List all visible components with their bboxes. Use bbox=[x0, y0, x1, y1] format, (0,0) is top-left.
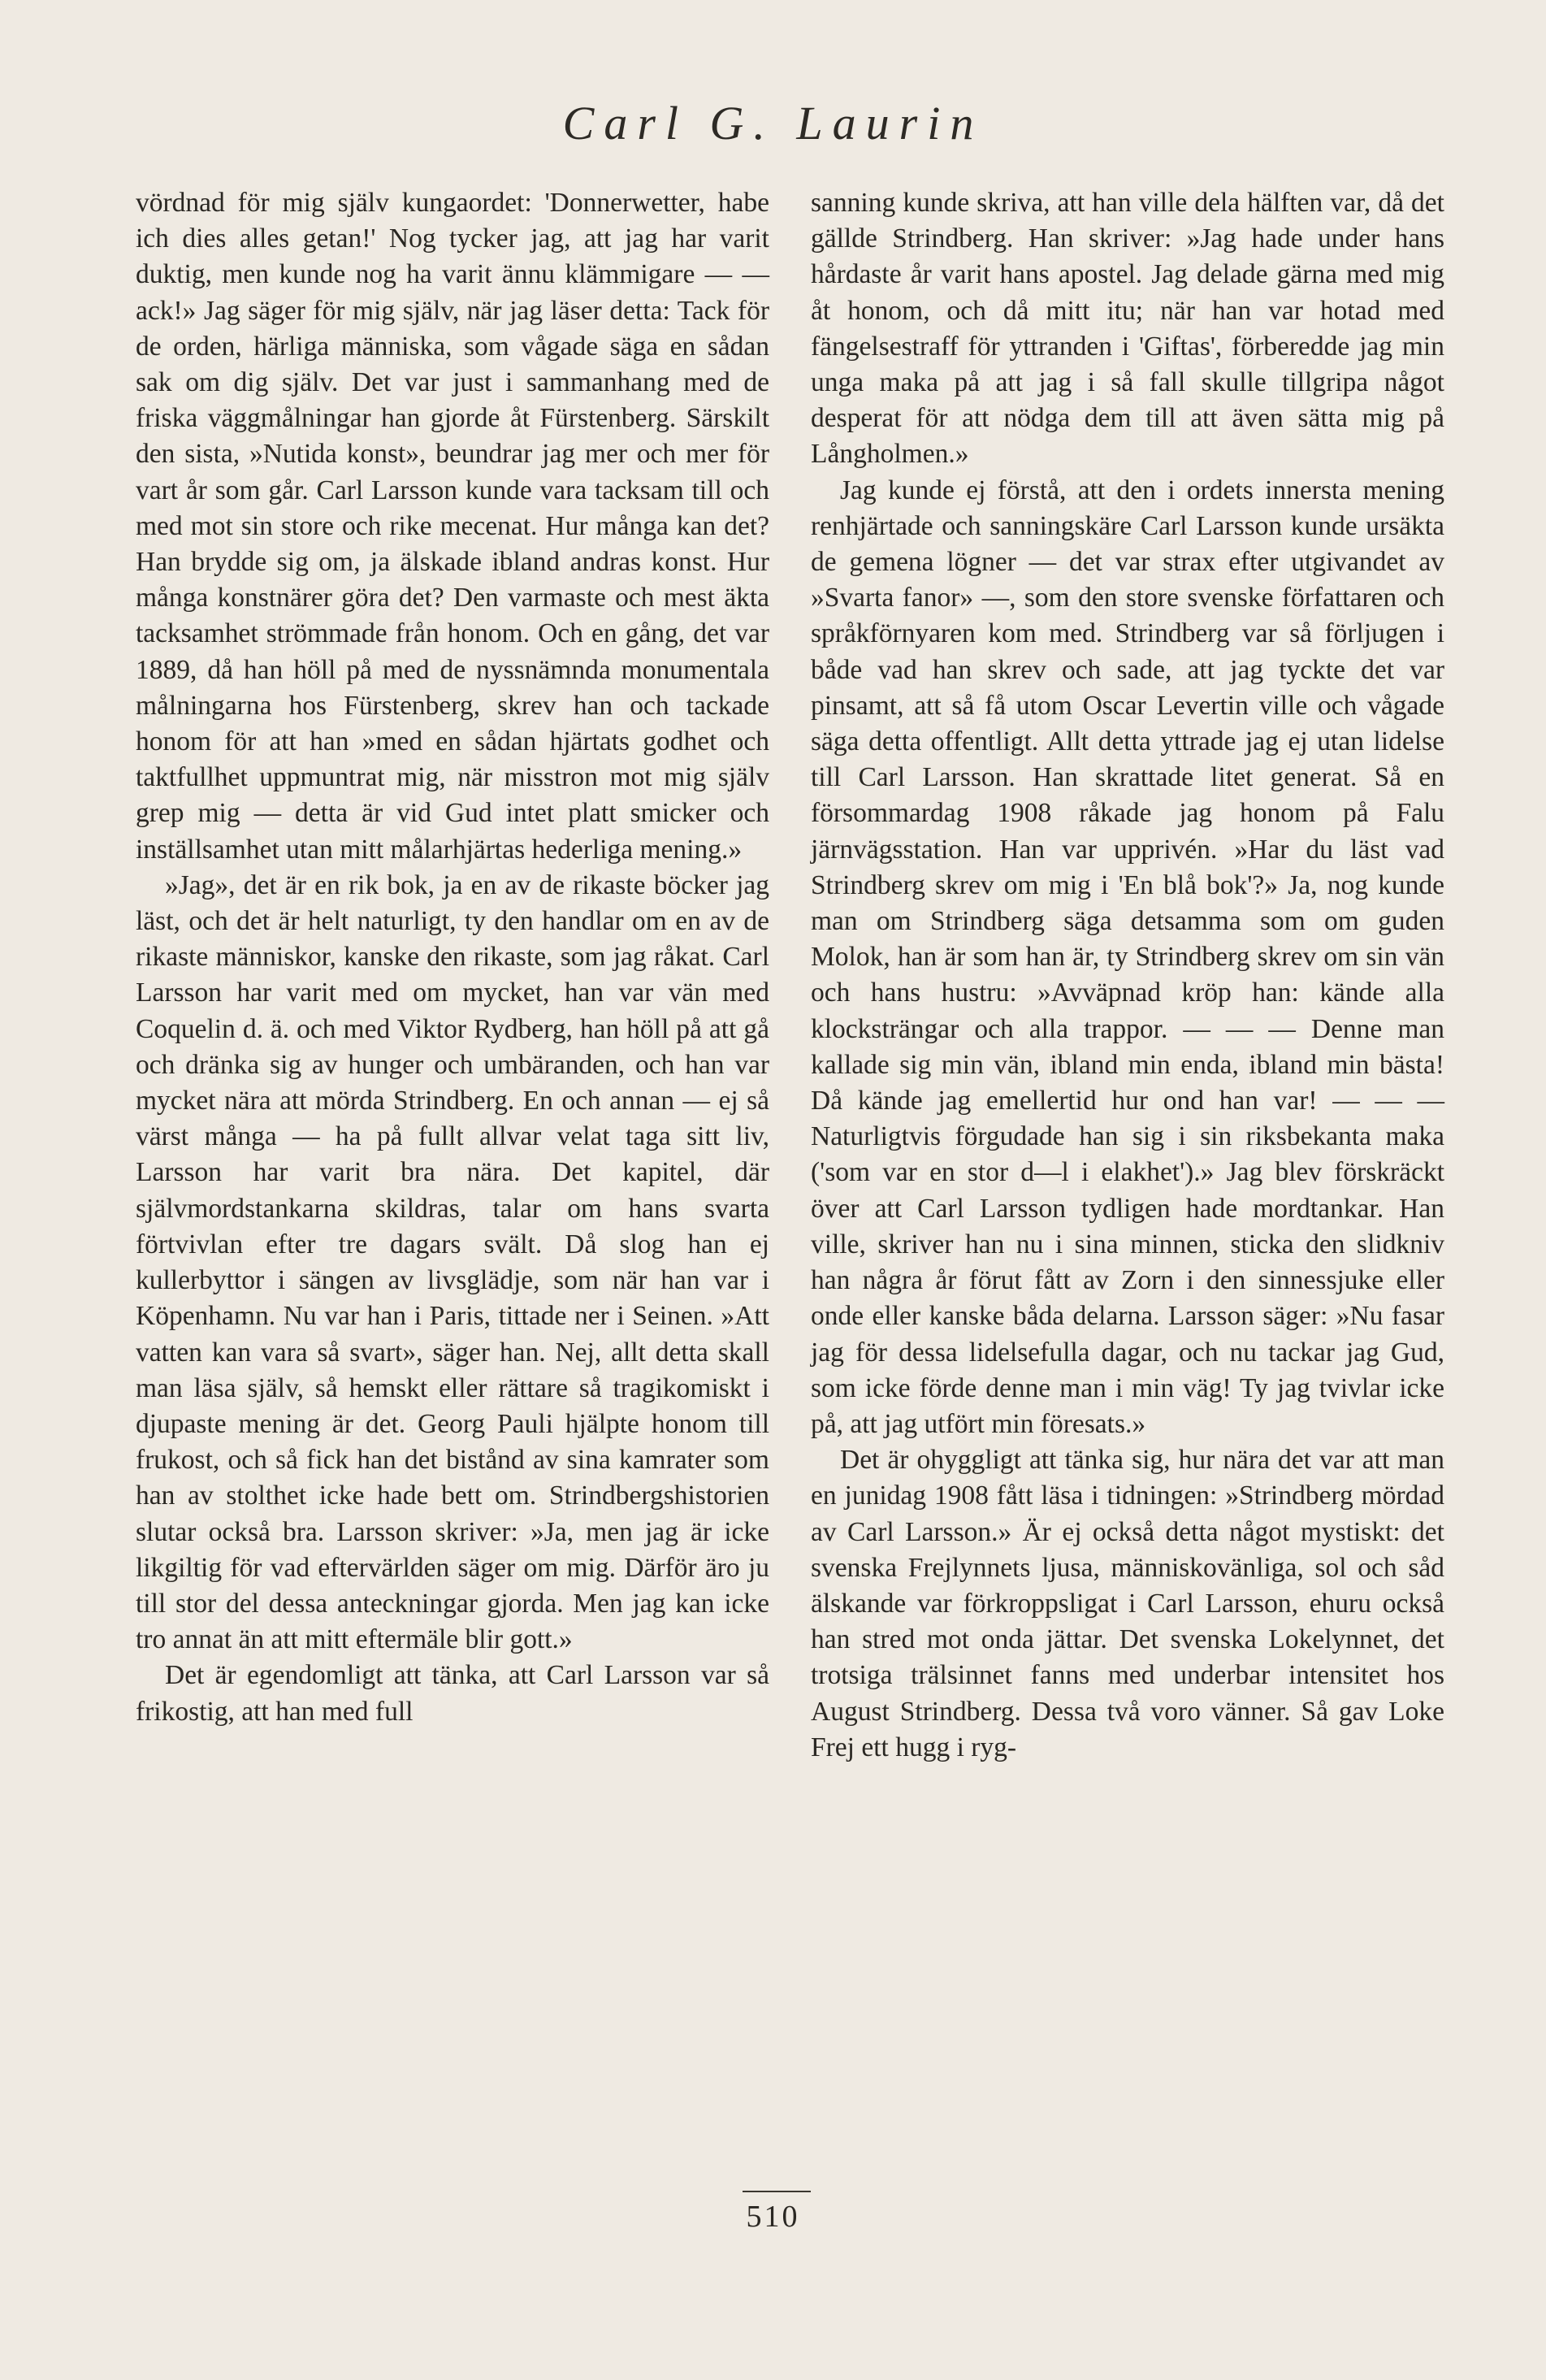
paragraph: vördnad för mig själv kungaordet: 'Donnerwetter, habe ich dies alles getan!' Nog tycker jag, att jag har varit duktig, men kunde nog ha varit ännu klämmigare — — ack!» Jag säger för mig själv, när jag läser detta: Tack för de orden, härliga människa, som vågade säga en sådan sak om dig själv. Det var just i sammanhang med de friska väggmålningar han gjorde åt Fürstenberg. Särskilt den sista, »Nutida konst», beundrar jag mer och mer för vart år som går. Carl Larsson kunde vara tacksam till och med mot sin store och rike mecenat. Hur många kan det? Han brydde sig om, ja älskade ibland andras konst. Hur många konstnärer göra det? Den varmaste och mest äkta tacksamhet strömmade från honom. Och en gång, det var 1889, då han höll på med de nyssnämnda monumentala målningarna hos Fürstenberg, skrev han och tackade honom för att han »med en sådan hjärtats godhet och taktfullhet uppmuntrat mig, när misstron mot mig själv grep mig — detta är vid Gud intet platt smicker och inställsamhet utan mitt målarhjärtas hederliga mening.» bbox=[136, 188, 769, 865]
page-number: 510 bbox=[746, 2200, 800, 2234]
paragraph: »Jag», det är en rik bok, ja en av de rikaste böcker jag läst, och det är helt naturligt, ty den handlar om en av de rikaste människor, kanske den rikaste, som jag råkat. Carl Larsson har varit med om mycket, han var vän med Coquelin d. ä. och med Viktor Rydberg, han höll på att gå och dränka sig av hunger och umbäranden, och han var mycket nära att mörda Strindberg. En och annan — ej så värst många — ha på fullt allvar velat taga sitt liv, Larsson har varit bra nära. Det kapitel, där självmordstankarna skildras, talar om hans svarta förtvivlan efter tre dagars svält. Då slog han ej kullerbyttor i sängen av livsglädje, som när han var i Köpenhamn. Nu var han i Paris, tittade ner i Seinen. »Att vatten kan vara så svart», säger han. Nej, allt detta skall man läsa själv, så hemskt eller rättare så tragikomiskt i djupaste mening är det. Georg Pauli hjälpte honom till frukost, och så fick han det bistånd av sina kamrater som han av stolthet icke hade bett om. Strindbergshistorien slutar också bra. Larsson skriver: »Ja, men jag är icke likgiltig för vad eftervärlden säger om mig. Därför äro ju till stor del dessa anteckningar gjorda. Men jag kan icke tro annat än att mitt eftermäle blir gott.» bbox=[136, 869, 769, 1655]
paragraph: Det är ohyggligt att tänka sig, hur nära det var att man en junidag 1908 fått läsa i tidningen: »Strindberg mördad av Carl Larsson.» Är ej också detta något mystiskt: det svenska Frejlynnets ljusa, människovänliga, sol och såd älskande var förkroppsligat i Carl Larsson, ehuru också han stred mot onda jättar. Det svenska Lokelynnet, det trotsiga trälsinnet fanns med underbar intensitet hos August Strindberg. Dessa två voro vänner. Så gav Loke Frej ett hugg i ryg- bbox=[811, 1445, 1444, 1762]
paragraph: Jag kunde ej förstå, att den i ordets innersta mening renhjärtade och sanningskäre Carl Larsson kunde ursäkta de gemena lögner — det var strax efter utgivandet av »Svarta fanor» —, som den store svenske författaren och språkförnyaren kom med. Strindberg var så förljugen i både vad han skrev och sade, att jag tyckte det var pinsamt, att så få utom Oscar Levertin ville och vågade säga detta offentligt. Allt detta yttrade jag ej utan lidelse till Carl Larsson. Han skrattade litet generat. Så en försommardag 1908 råkade jag honom på Falu järnvägsstation. Han var upprivén. »Har du läst vad Strindberg skrev om mig i 'En blå bok'?» Ja, nog kunde man om Strindberg säga detsamma som om guden Molok, han är som han är, ty Strindberg skrev om sin vän och hans hustru: »Avväpnad kröp han: kände alla klocksträngar och alla trappor. — — — Denne man kallade sig min vän, ibland min enda, ibland min bästa! Då kände jag emellertid hur ond han var! — — — Naturligtvis förgudade han sig i sin riksbekanta maka ('som var en stor d—l i elakhet').» Jag blev förskräckt över att Carl Larsson tydligen hade mordtankar. Han ville, skriver han nu i sina minnen, sticka den slidkniv han några år förut fått av Zorn i den sinnessjuke eller onde eller kanske båda delarna. Larsson säger: »Nu fasar jag för dessa lidelsefulla dagar, och nu tackar jag Gud, som icke förde denne man i min väg! Ty jag tvivlar icke på, att jag utfört min föresats.» bbox=[811, 475, 1444, 1439]
running-header: Carl G. Laurin bbox=[562, 97, 984, 150]
left-column bbox=[136, 185, 769, 1730]
right-column bbox=[811, 185, 1444, 1766]
paragraph: Det är egendomligt att tänka, att Carl Larsson var så frikostig, att han med full bbox=[136, 1660, 769, 1727]
footer-rule bbox=[743, 2191, 811, 2192]
paragraph: sanning kunde skriva, att han ville dela hälften var, då det gällde Strindberg. Han skriver: »Jag hade under hans hårdaste år varit hans apostel. Jag delade gärna med mig åt honom, och då mitt itu; när han var hotad med fängelsestraff för yttranden i 'Giftas', förberedde jag min unga maka på att jag i så fall skulle tillgripa något desperat för att nödga dem till att även sätta mig på Långholmen.» bbox=[811, 188, 1444, 470]
